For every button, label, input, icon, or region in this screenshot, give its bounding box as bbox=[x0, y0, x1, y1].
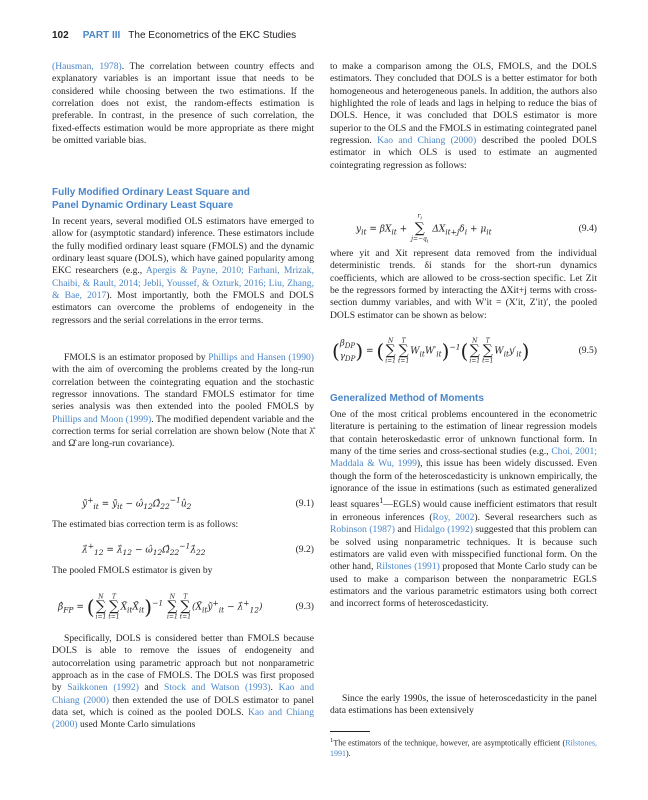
citation-link[interactable]: Kao and Chiang (2000) bbox=[377, 135, 477, 147]
citation-link[interactable]: Roy, 2002 bbox=[432, 511, 475, 523]
paragraph-heteroscedasticity: Since the early 1990s, the issue of heteroscedasticity in the panel data estimations has been extensively bbox=[330, 693, 597, 717]
equation-9-2: $\lambdâ^+_{12}$ = $\lambdâ_{12}$ − $\omegâ_{12}\Omegâ_{22}^{-1}\lambdâ_{22}$ (9.2) bbox=[82, 541, 314, 558]
equation-number: (9.1) bbox=[295, 497, 314, 509]
citation-link[interactable]: Apergis & Payne, 2010; Farhani, Mrizak, Chaibi, & Rault, 2014; Jebli, Youssef, & Ozturk, 2016; Liu, Zhang, & Bae, 2017 bbox=[52, 265, 314, 302]
paragraph-modified-ols: In recent years, several modified OLS estimators have emerged to allow for (asymptotic standard) inference. These estimators include the fully modified ordinary least square (FMOLS) and the dynamic ordinary least square (DOLS), which have gained popularity among EKC researchers (e.g., Apergis & Payne, 2010; Farhani, Mrizak, Chaibi, & Rault, 2014; Jebli, Youssef, & Ozturk, 2016; Liu, Zhang, & Bae, 2017). Most importantly, both the FMOLS and DOLS estimators can overcome the problems of endogeneity in the regressors and the serial correlations in the error terms. bbox=[52, 216, 314, 326]
paragraph-fmols: FMOLS is an estimator proposed by Phillips and Hansen (1990) with the aim of overcoming the problems created by the long-run correlation between the cointegrating equation and the stochastic regressor innovations. The standard FMOLS estimator for time series analysis was then extended into the pooled FMOLS by Phillips and Moon (1999). The modified dependent variable and the correction terms for serial correlation are shown below (Note that λ̂ and Ω̂ are long-run covariance). bbox=[52, 352, 315, 450]
chapter-title: The Econometrics of the EKC Studies bbox=[128, 30, 297, 41]
citation-link[interactable]: (Hausman, 1978) bbox=[52, 61, 122, 72]
right-column bbox=[330, 61, 597, 760]
equation-9-3: $\betâ_{FP}$ = ( N ∑ i=1 T ∑ t=1 $X̃_{it}X̃_{it})^{-1}$ N ∑ i=1 T ∑ t=1 ($X̃_{it}ỹ^+_{it}$ − $\lambdâ^+_{12}$) (9.3) bbox=[58, 593, 314, 621]
paragraph-hausman: (Hausman, 1978). The correlation between country effects and explanatory variables is an important issue that needs to be considered while choosing between the two estimations. If the correlation does not exist, the random-effects estimation is preferable. In contrast, in the presence of such correlation, the fixed-effects estimation would be more appropriate as there might be omitted variable bias. bbox=[52, 61, 315, 147]
citation-link[interactable]: Robinson (1987) bbox=[330, 524, 395, 536]
citation-link[interactable]: Rilstones (1991) bbox=[375, 561, 440, 573]
citation-link[interactable]: Phillips and Moon (1999) bbox=[52, 413, 152, 425]
citation-link[interactable]: Saikkonen (1992) bbox=[67, 682, 139, 694]
paragraph-where: where yit and Xit represent data removed from the individual deterministic trends. δi stands for the short-run dynamics coefficients, which are allowed to be cross-section specific. Let Zit be the regressors formed by interacting the ΔXit+j terms with cross-section dummy variables, and with W′it = (X′it, Z′it)′, the pooled DOLS estimator can be shown as below: bbox=[330, 248, 597, 321]
page-number: 102 bbox=[52, 30, 69, 41]
equation-9-4: $y_{it} = \beta X_{it}$ + $r_i$ ∑ $j=-q_i$ $\Delta X_{it+j}\delta_i + \mu_{it}$ (9.4) bbox=[356, 212, 597, 245]
equation-9-1: ỹ+$_{it}$ = ỹ$_{it}$ − $\omegâ_{12}\Omegâ_{22}^{-1}û_2$ (9.1) bbox=[82, 495, 314, 512]
citation-link[interactable]: Choi, 2001; Maddala & Wu, 1999 bbox=[330, 446, 598, 470]
part-label: PART III bbox=[82, 30, 121, 41]
paragraph-dols: Specifically, DOLS is considered better than FMOLS because DOLS is able to remove the issues of endogeneity and autocorrelation using parametric approach but not nonparametric approach as in the case of FMOLS. The DOLS was first proposed by Saikkonen (1992) and Stock and Watson (1993). Kao and Chiang (2000) then extended the use of DOLS estimator to panel data set, which is coined as the pooled DOLS. Kao and Chiang (2000) used Monte Carlo simulations bbox=[52, 633, 315, 731]
citation-link[interactable]: Hidalgo (1992) bbox=[413, 524, 473, 536]
citation-link[interactable]: Stock and Watson (1993) bbox=[164, 682, 271, 694]
citation-link[interactable]: Kao and Chiang (2000) bbox=[52, 707, 314, 731]
footnote-marker[interactable]: 1 bbox=[379, 496, 384, 506]
equation-number: (9.4) bbox=[578, 222, 597, 234]
citation-link[interactable]: Rilstones, 1991 bbox=[330, 738, 597, 759]
footnote-divider bbox=[330, 731, 370, 732]
paragraph-bias-correction: The estimated bias correction term is as follows: bbox=[52, 519, 239, 530]
paragraph-gmm: One of the most critical problems encountered in the econometric literature is pertaining to the estimation of linear regression models that contain heteroskedastic error of unknown functional form. In many of the time series and cross-sectional studies (e.g., Choi, 2001; Maddala & Wu, 1999), this issue has been widely discussed. Even though the form of the heteroscedasticity is unknown empirically, the ignorance of the issue in estimations (such as estimated generalized least squares$^1$—EGLS) would cause inefficient estimators that result in erroneous inferences (Roy, 2002). Several researchers such as Robinson (1987) and Hidalgo (1992) suggested that this problem can be solved using nonparametric techniques. It is because such estimators are valid even with misspecified functional form. On the other hand, Rilstones (1991) proposed that Monte Carlo study can be used to make a comparison between the nonparametric EGLS estimators and the various parametric estimators using both correct and incorrect forms of heteroscedasticity. bbox=[330, 409, 598, 610]
running-header bbox=[52, 30, 597, 46]
equation-number: (9.3) bbox=[295, 600, 314, 612]
paragraph-kao-chiang: to make a comparison among the OLS, FMOLS, and the DOLS estimators. They concluded that DOLS is a better estimator for both homogeneous and heterogeneous panels. In addition, the authors also highlighted the role of leads and lags in helping to reduce the bias of DOLS. Hence, it was concluded that DOLS estimator is more superior to the OLS and the FMOLS in estimating cointegrated panel regression. Kao and Chiang (2000) described the pooled DOLS estimator in which OLS is used to estimate an augmented cointegrating regression as follows: bbox=[330, 61, 597, 171]
footnote: $^1$The estimators of the technique, however, are asymptotically efficient (Rilstones, 1991). bbox=[330, 737, 597, 759]
section-heading-gmm: Generalized Method of Moments bbox=[330, 393, 484, 404]
citation-link[interactable]: Kao and Chiang (2000) bbox=[52, 682, 315, 706]
equation-9-5: ($\beta_{DP}$ $\gamma_{DP}$) = ( N ∑ i=1 T ∑ t=1 $W_{it}W'_{it})^{-1}$( N ∑ i=1 T ∑ t=1 $W_{it}y'_{it}$) (9.5) bbox=[332, 337, 597, 365]
section-heading-fmols: Fully Modified Ordinary Least Square and Panel Dynamic Ordinary Least Square bbox=[52, 187, 250, 211]
equation-number: (9.5) bbox=[578, 344, 597, 356]
left-column bbox=[52, 61, 314, 782]
equation-number: (9.2) bbox=[295, 543, 314, 555]
citation-link[interactable]: Phillips and Hansen (1990) bbox=[208, 352, 314, 363]
paragraph-pooled-fmols: The pooled FMOLS estimator is given by bbox=[52, 565, 213, 576]
